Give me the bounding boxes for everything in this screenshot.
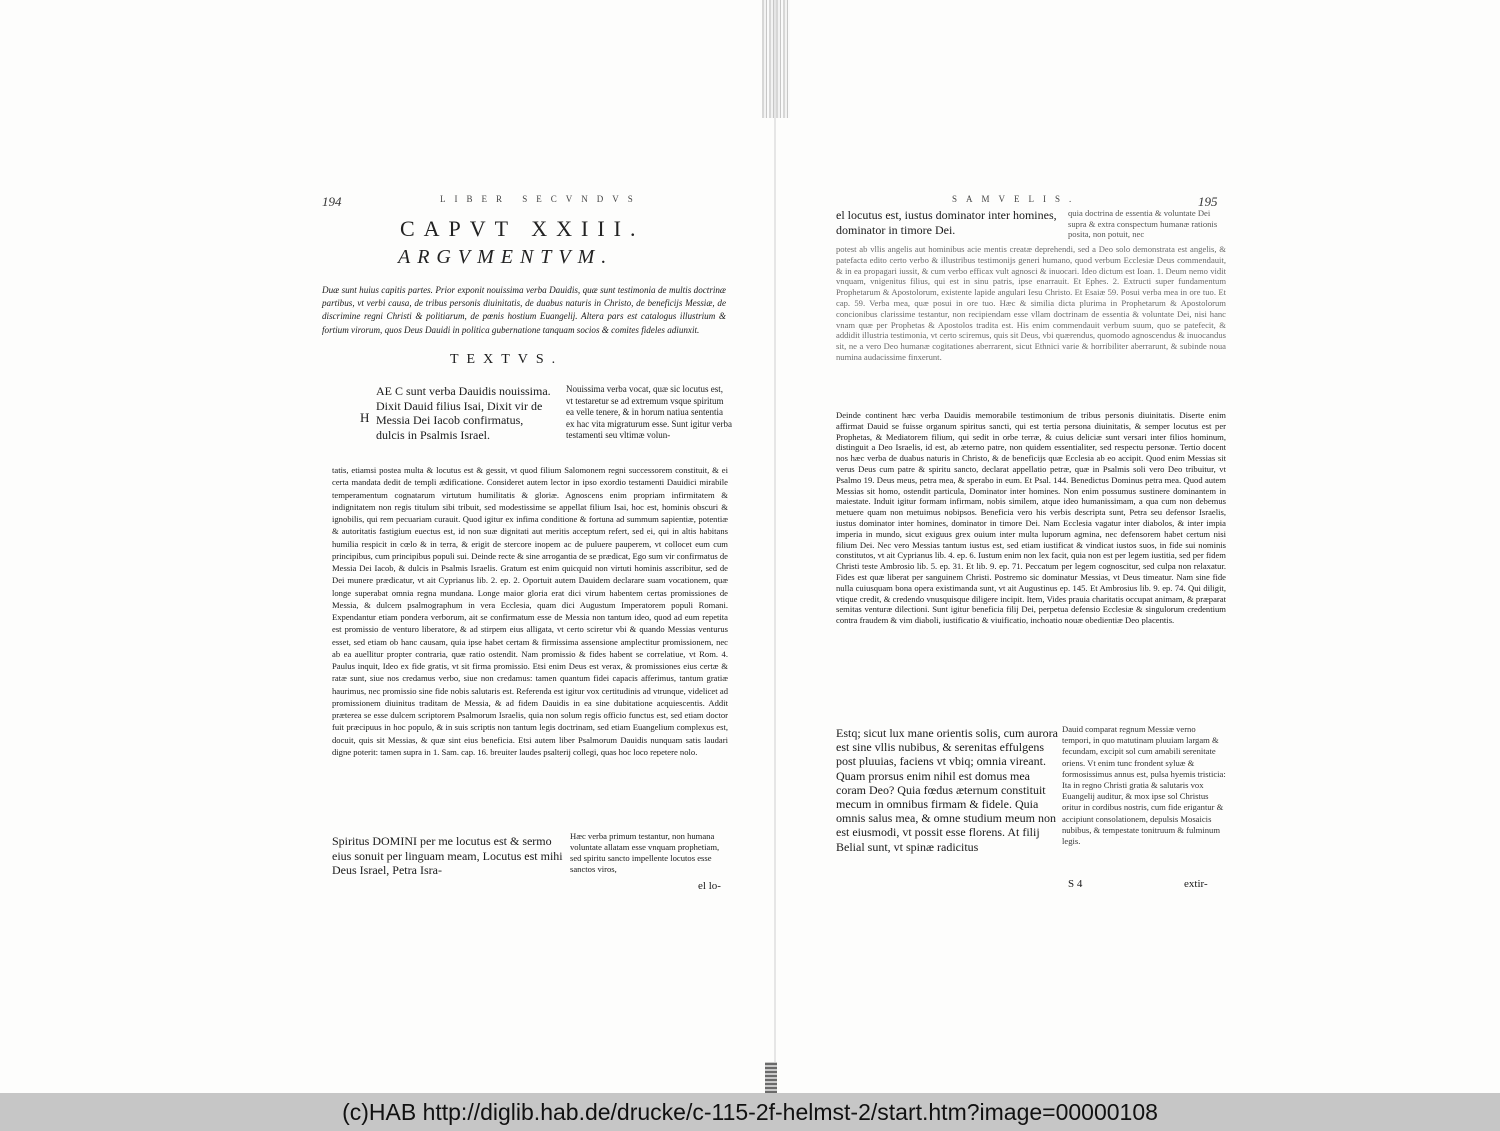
catchword: extir-	[1184, 878, 1208, 890]
drop-cap: H	[360, 410, 370, 425]
verse-text: el locutus est, iustus dominator inter homines, dominator in timore Dei.	[836, 208, 1057, 237]
verse-text: Spiritus DOMINI per me locutus est & sermo eius sonuit per linguam meam, Locutus est mihi Deus Israel, Petra Isra-	[332, 834, 563, 877]
running-head: SAMVELIS.	[952, 194, 1081, 204]
commentary-text: tatis, etiamsi postea multa & locutus est & gessit, vt quod filium Salomonem regni successorem constituit, & ei certa mandata dedit de templi ædificatione. Consideret autem lector in ipso exordio testamenti Dauidici mirabile temperamentum cognatarum virtutum humilitatis & gloriæ. Agnoscens enim propriam infirmitatem & indignitatem non regis titulum sibi tribuit, sed modestissime se appellat filium Isai, hoc est, hominis obscuri & ignobilis, qui rem pecuariam curauit. Quod igitur ex infima conditione & fortuna ad summum sapientiæ, potentiæ & autoritatis fastigium euectus est, id non suæ dignitati aut meritis acceptum refert, sed ei, qui in altis habitans humilia respicit in cœlo & in terra, & erigit de stercore inopem ac de puluere pauperem, vt collocet eum cum principibus, cum principibus populi sui. Deinde recte & sine arrogantia de se prædicat, Ego sum vir confirmatus de Messia Dei Iacob, & dulcis in Psalmis Israelis. Gratum est enim quicquid non virtuti hominis asscribitur, sed de Dei munere prædicatur, vt ait Cyprianus lib. 2. ep. 2. Oportuit autem Dauidem declarare suam vocationem, quæ longe superabat omnia regna mundana. Longe maior gloria erat dici virum habentem certas promissiones de Messia, & dulcem psalmographum in vera Ecclesia, quam dici Augustum Imperatorem populi Romani. Expendantur etiam pondera verborum, ait se confirmatum esse de Messia non tantum ideo, quod ad eum repetita est promissio de venturo liberatore, & ad stirpem eius alligata, vt certo sciretur vbi & quando Messias venturus esset, sed etiam ob hanc causam, quia ipse habet certam & firmissima assensione amplectitur promissionem, nec ab ea auellitur propter contraria, quæ ratio ostendit. Nam promissio & fides habent se correlatiue, vt Rom. 4. Paulus inquit, Ideo ex fide gratis, vt sit firma promissio. Etsi enim Deus est verax, & promissiones eius certæ & ratæ sunt, siue nos credamus verbo, siue non credamus: tamen quantum fidei capacis afferimus, tantum gratiæ haurimus, nec promissio sine fide nobis salutaris est. Referenda est igitur vox certitudinis ad vtrunque, videlicet ad promissionem diuinitus traditam de Messia, & ad fidem Dauidis in ea sine dubitatione acquiescentis. Addit præterea se esse dulcem scriptorem Psalmorum Israelis, quia non solum regis officio functus est, sed etiam doctor fuit præcipuus in hoc populo, & in suis scriptis non tantum legis doctrinam, sed etiam Euangelium complexus est, docuit, quis sit Messias, & quæ sint eius beneficia. Etsi autem liber Psalmorum Dauidis nunquam satis laudari digne poterit: tamen supra in 1. Sam. cap. 16. breuiter laudes psalterij collegi, quas hoc loco repetere nolo.	[332, 465, 728, 757]
commentary-text: Deinde continent hæc verba Dauidis memorabile testimonium de tribus personis diuinitatis. Diserte enim affirmat Dauid se fuisse organum spiritus sancti, qui est tertia persona diuinitatis, & semper locutus est per Prophetas, & Mediatorem filium, qui sedit in orbe terræ, & cuius deliciæ sunt versari inter filios hominum, distinguit a Deo Israelis, id est, ab æterno patre, non quidem essentialiter, sed respectu personæ. Tertio docent nos hæc verba de duabus naturis in Christo, & de beneficijs quæ Ecclesia ab eo accipit. Quod enim Messias sit verus Deus cum patre & spiritu sancto, declarat appellatio petræ, quæ in Psalmis soli vero Deo tribuitur, vt Psalmo 19. Deus meus, petra mea, & sperabo in eum. Et Psal. 144. Benedictus Dominus petra mea. Quod autem Messias sit homo, ostendit particula, Dominator inter homines. Non enim possumus sustinere dominantem in maiestate. Induit igitur formam infirmam, nobis similem, atque ideo humanissimam, a qua cum non debemus metuere quam non metuimus nobipsos. Beneficia vero his verbis descripta sunt, Petra seu defensor Israelis, iustus dominator inter homines, dominator in timore Dei. Nam Ecclesia vagatur inter diabolos, & inter impia imperia in mundo, sicut exiguus grex ouium inter multa luporum agmina, nec defensorem habet certum nisi filium Dei. Nec vero Messias tantum iustus est, sed etiam iustificat & vindicat iustos suos, in fide sui nominis constitutos, vt ait Cyprianus lib. 4. ep. 6. Iustum enim non lex facit, quia non est per legem iustitia, sed per fidem Christi teste Ambrosio lib. 5. ep. 31. Et lib. 9. ep. 71. Peccatum per legem cognoscitur, sed culpa non relaxatur. Fides est quæ liberat per sanguinem Christi. Postremo sic dominatur Messias, vt Deus timeatur. Nam sine fide nulla cuiusquam bona opera existimanda sunt, vt ait Augustinus ep. 145. Et Ambrosius lib. 9. ep. 74. Qui diligit, vtique credit, & credendo vnusquisque diligere incipit. Item, Vides prauia charitatis occupat animam, & præparat semitas venturæ dilectioni. Sunt igitur beneficia filij Dei, perpetua defensio Ecclesiæ & singulorum credentium contra fraudem & vim diaboli, iustificatio & viuificatio, inchoatio nouæ obedientiæ Deo placentis.	[836, 410, 1226, 626]
binding-edge-top	[762, 0, 790, 118]
marginal-gloss: Dauid comparat regnum Messiæ verno tempori, in quo matutinam pluuiam largam & fecundam, excipit sol cum amabili serenitate oriens. Vt enim tunc frondent syluæ & formosissimus annus est, pulsa hyemis tristicia: Ita in regno Christi gratia & salutaris vox Euangelij auditur, & mox ipse sol Christus oritur in cordibus nostris, cum fide erigantur & accipiunt consolationem, depulsis Mosaicis nubibus, & tempestate tonitruum & fulminum legis.	[1062, 724, 1226, 847]
verse-text: Estq; sicut lux mane orientis solis, cum aurora est sine vllis nubibus, & serenitas effulgens post pluuias, faciens vt vbiq; omnia vireant. Quam prorsus enim nihil est domus mea coram Deo? Quia fœdus æternum constituit mecum in omnibus firmam & fidele. Quia omnis salus mea, & omne studium meum non est eiusmodi, vt possit esse florens. At filij Belial sunt, vt spinæ radicitus	[836, 726, 1058, 854]
gutter	[774, 0, 776, 1093]
running-head: LIBER SECVNDVS	[440, 194, 642, 204]
binding-edge-bottom	[765, 1062, 777, 1093]
copyright-footer[interactable]: (c)HAB http://diglib.hab.de/drucke/c-115-2f-helmst-2/start.htm?image=00000108	[0, 1093, 1500, 1131]
page-number: 194	[322, 194, 342, 209]
marginal-gloss: Hæc verba primum testantur, non humana voluntate allatam esse vnquam prophetiam, sed spiritu sancto impellente locutos esse sanctos viros,	[570, 831, 720, 875]
signature-mark: S 4	[1068, 878, 1083, 890]
argumentum-heading: ARGVMENTVM.	[398, 246, 614, 268]
verse-text: AE C sunt verba Dauidis nouissima. Dixit Dauid filius Isai, Dixit vir de Messia Dei Iacob confirmatus, dulcis in Psalmis Israel.	[376, 384, 551, 442]
page-number: 195	[1198, 194, 1218, 209]
marginal-gloss: Nouissima verba vocat, quæ sic locutus est, vt testaretur se ad extremum vsque spiritum ea velle tenere, & in horum natiua sententia ex hac vita migraturum esse. Sunt igitur verba testamenti seu vltimæ volun-	[566, 384, 732, 441]
commentary-text: potest ab vllis angelis aut hominibus acie mentis creatæ deprehendi, sed a Deo solo demonstrata est angelis, & patefacta edito certo verbo & illustribus testimonijs generi humano, quod verbum Ecclesiæ Deus commendauit, & in ea propagari iussit, & cum verbo efficax vult agnosci & inuocari. Ideo dictum est Ioan. 1. Deum nemo vidit vnquam, vnigenitus filius, qui est in sinu patris, ipse enarrauit. Et Ephes. 2. Extructi super fundamentum Prophetarum & Apostolorum, existente lapide angulari Iesu Christo. Et Esaiæ 59. Posui verba mea in ore tuo. Et cap. 59. Verba mea, quæ posui in ore tuo. Hæc & similia dicta plurima in Prophetarum & Apostolorum concionibus clarissime testantur, non recipiendam esse vllam doctrinam de essentia & voluntate Dei, nisi hanc vnam quæ per Prophetas & Apostolos tradita est. His enim commendauit verbum suum, quo se patefecit, & addidit illustria testimonia, vt certo sciremus, quis sit Deus, vbi quærendus, quomodo agnoscendus & inuocandus sit, ne a vero Deo humanæ cogitationes aberrarent, sicut Ethnici varie & horribiliter aberrarunt, & subinde noua numina audacissime finxerunt.	[836, 244, 1226, 362]
catchword: el lo-	[698, 880, 721, 892]
marginal-gloss: quia doctrina de essentia & voluntate Dei supra & extra conspectum humanæ rationis posita, non potuit, nec	[1068, 208, 1218, 240]
chapter-title: CAPVT XXIII.	[400, 216, 645, 241]
section-title: TEXTVS.	[450, 352, 564, 367]
chapter-summary: Duæ sunt huius capitis partes. Prior exponit nouissima verba Dauidis, quæ sunt testimonia de multis doctrinæ partibus, vt verbi causa, de tribus personis diuinitatis, de duabus naturis in Christo, de beneficijs Messiæ, de discrimine regni Christi & politiarum, de pœnis hostium Euangelij. Altera pars est catalogus illustrium & fortium virorum, quos Deus Dauidi in politica gubernatione tanquam socios & comites fideles adiunxit.	[322, 285, 726, 335]
